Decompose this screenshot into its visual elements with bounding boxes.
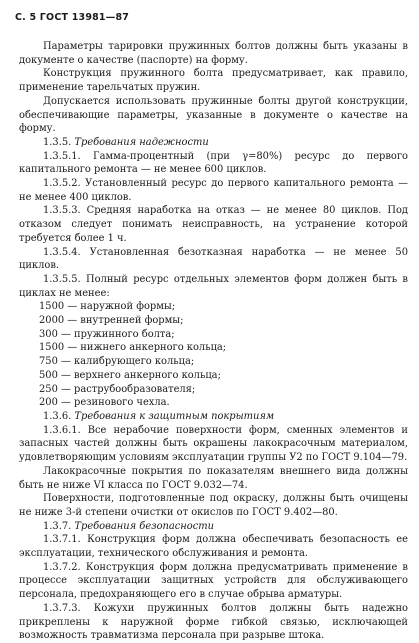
section-number: 1.3.7. — [43, 520, 72, 532]
section-heading-1-3-7 — [19, 520, 408, 534]
list-item: 750 — калибрующего кольца; — [39, 356, 195, 368]
paragraph: Поверхности, подготовленные под окраску, должны быть очищены не ниже 3-й степени очистки от окислов по ГОСТ 9.402—80. — [19, 493, 408, 518]
section-number: 1.3.6. — [43, 410, 72, 422]
list-item: 200 — резинового чехла. — [39, 397, 170, 409]
clause-1-3-5-2: 1.3.5.2. Установленный ресурс до первого капитального ремонта — не менее 400 циклов. — [19, 178, 408, 203]
list-item: 1500 — наружной формы; — [39, 301, 176, 313]
paragraph: Допускается использовать пружинные болты другой конструкции, обеспечивающие параметры, указанные в документе о качестве на форму. — [19, 95, 408, 135]
section-number: 1.3.5. — [43, 136, 72, 148]
section-heading-1-3-5 — [19, 136, 408, 150]
list-item: 250 — раструбообразователя; — [39, 383, 196, 395]
clause-1-3-5-3: 1.3.5.3. Средняя наработка на отказ — не менее 80 циклов. Под отказом следует понимать неисправность, на устранение которой требуется более 1 ч. — [19, 205, 408, 244]
clause-1-3-7-1: 1.3.7.1. Конструкция форм должна обеспечивать безопасность ее эксплуатации, технического обслуживания и ремонта. — [19, 534, 408, 560]
clause-1-3-7-3: 1.3.7.3. Кожухи пружинных болтов должны быть надежно прикреплены к наружной форме гибкой связью, исключающей возможность травматизма персонала при разрыве штока. — [19, 602, 408, 642]
clause-1-3-5-1: 1.3.5.1. Гамма-процентный (при γ=80%) ресурс до первого капитального ремонта — не менее 600 циклов. — [19, 150, 408, 176]
clause-1-3-5-4: 1.3.5.4. Установленная безотказная наработка — не менее 50 циклов. — [19, 246, 408, 272]
paragraph: Параметры тарировки пружинных болтов должны быть указаны в документе о качестве (паспорте) на форму. — [19, 41, 408, 66]
section-heading-1-3-6 — [19, 410, 408, 424]
clause-1-3-5-5: 1.3.5.5. Полный ресурс отдельных элементов форм должен быть в циклах не менее: — [19, 273, 408, 299]
page-header: С. 5 ГОСТ 13981—87 — [15, 12, 130, 23]
section-title: Требования к защитным покрытиям — [74, 410, 275, 422]
clause-1-3-7-2: 1.3.7.2. Конструкция форм должна предусматривать применение в процессе эксплуатации защитных устройств для обслуживающего персонала, предохраняющего его в случае обрыва арматуры. — [19, 561, 408, 601]
paragraph: Лакокрасочные покрытия по показателям внешнего вида должны быть не ниже VI класса по ГОСТ 9.032—74. — [19, 465, 408, 491]
paragraph: Конструкция пружинного болта предусматривает, как правило, применение тарельчатых пружин. — [19, 68, 408, 94]
list-item: 1500 — нижнего анкерного кольца; — [39, 342, 227, 354]
document-body — [19, 40, 408, 643]
section-title: Требования надежности — [74, 136, 209, 148]
clause-1-3-6-1: 1.3.6.1. Все нерабочие поверхности форм, сменных элементов и запасных частей должны быть окрашены лакокрасочным материалом, удовлетворяющим условиям эксплуатации группы У2 по ГОСТ 9.104—79. — [19, 424, 408, 464]
list-item: 500 — верхнего анкерного кольца; — [39, 369, 221, 381]
list-item: 300 — пружинного болта; — [39, 328, 175, 340]
list-item: 2000 — внутренней формы; — [39, 315, 184, 327]
section-title: Требования безопасности — [74, 520, 214, 532]
